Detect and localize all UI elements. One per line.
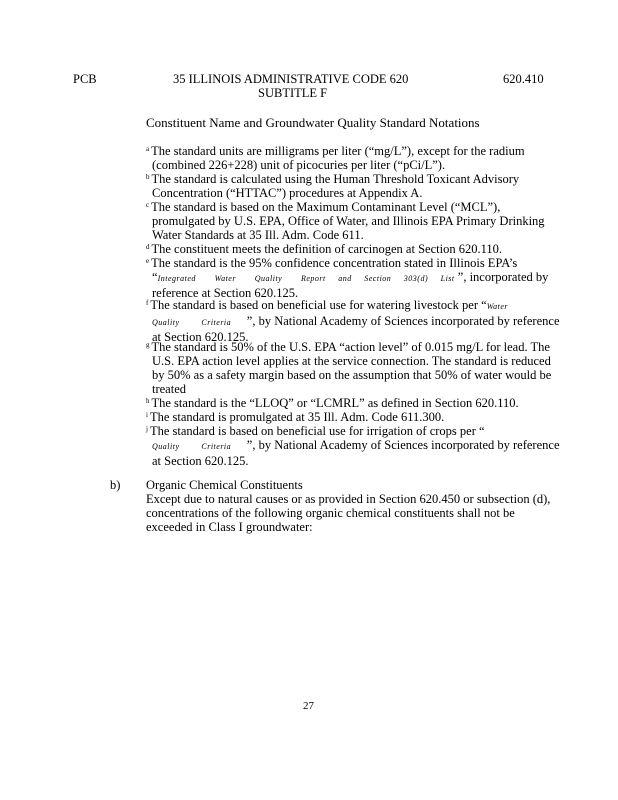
note-text: The constituent meets the definition of carcinogen at Section 620.110. [151, 242, 502, 256]
note-mark: i [146, 411, 148, 419]
section-title: Constituent Name and Groundwater Quality Standard Notations [146, 115, 480, 130]
note-c [146, 198, 586, 242]
body-text: concentrations of the following organic chemical constituents shall not be [146, 506, 515, 520]
note-mark: e [146, 257, 150, 265]
header-section-number: 620.410 [503, 72, 544, 86]
note-text: reference at Section 620.125. [152, 286, 299, 300]
note-text: at Section 620.125. [152, 454, 249, 468]
note-text: Concentration (“HTTAC”) procedures at Appendix A. [152, 186, 423, 200]
page-number: 27 [303, 700, 314, 712]
note-text: The standard units are milligrams per liter (“mg/L”), except for the radium [151, 144, 525, 158]
note-text: by 50% as a safety margin based on the assumption that 50% of water would be [152, 368, 552, 382]
ref-word: Quality [152, 442, 180, 451]
note-mark: h [146, 397, 150, 405]
ref-word: Quality [254, 274, 283, 283]
note-text: The standard is the 95% confidence concentration stated in Illinois EPA’s [151, 256, 518, 270]
note-text: , incorporated by [463, 270, 549, 284]
note-e [146, 254, 586, 300]
ref-word: Water [214, 274, 236, 283]
note-f [146, 296, 586, 344]
note-text: The standard is based on beneficial use for irrigation of crops per “ [149, 424, 485, 438]
quote-close: ” [457, 270, 464, 284]
note-mark: d [146, 243, 150, 251]
ref-word: 303(d) [403, 274, 429, 283]
note-mark: f [146, 299, 149, 307]
ref-word: Integrated [157, 274, 196, 283]
note-text: promulgated by U.S. EPA, Office of Water, and Illinois EPA Primary Drinking [152, 214, 545, 228]
note-text: U.S. EPA action level applies at the service connection. The standard is reduced [152, 354, 551, 368]
section-b-body [146, 492, 586, 534]
note-mark: c [146, 201, 150, 209]
body-text: Except due to natural causes or as provided in Section 620.450 or subsection (d), [146, 492, 551, 506]
header-code-title: 35 ILLINOIS ADMINISTRATIVE CODE 620 [173, 72, 409, 86]
ref-word: List [440, 274, 455, 283]
ref-word: Section [364, 274, 392, 283]
note-g [146, 338, 586, 396]
note-text: at Section 620.125. [152, 330, 249, 344]
note-text: treated [152, 382, 187, 396]
note-text: The standard is calculated using the Human Threshold Toxicant Advisory [151, 172, 520, 186]
note-e-reference-line [146, 270, 586, 286]
note-mark: a [146, 145, 150, 153]
note-text: (combined 226+228) unit of picocuries per liter (“pCi/L”). [152, 158, 446, 172]
note-mark: j [146, 425, 148, 433]
note-text: The standard is 50% of the U.S. EPA “action level” of 0.015 mg/L for lead. The [151, 340, 550, 354]
body-text: exceeded in Class I groundwater: [146, 520, 313, 534]
note-text: ”, by National Academy of Sciences incorporated by reference [246, 438, 560, 452]
note-text: The standard is promulgated at 35 Ill. Adm. Code 611.300. [149, 410, 445, 424]
note-a [146, 142, 586, 172]
ref-word: Report [300, 274, 326, 283]
header-agency: PCB [73, 72, 97, 86]
note-f-reference-line [146, 314, 586, 330]
note-text: Water Standards at 35 Ill. Adm. Code 611. [152, 228, 364, 242]
ref-word: Criteria [201, 442, 232, 451]
quote-open: “ [152, 270, 158, 284]
ref-word: and [338, 274, 352, 283]
note-mark: b [146, 173, 150, 181]
note-j-reference-line [146, 438, 586, 454]
note-b [146, 170, 586, 200]
section-b-title: Organic Chemical Constituents [146, 478, 303, 492]
note-text: The standard is based on the Maximum Contaminant Level (“MCL”), [151, 200, 501, 214]
ref-word: Water [486, 302, 509, 311]
note-j [146, 422, 586, 468]
note-text: The standard is based on beneficial use for watering livestock per “ [150, 298, 487, 312]
ref-word: Criteria [201, 318, 232, 327]
note-text: The standard is the “LLOQ” or “LCMRL” as defined in Section 620.110. [151, 396, 519, 410]
section-b-label: b) [110, 478, 121, 492]
note-text: ”, by National Academy of Sciences incorporated by reference [246, 314, 560, 328]
header-subtitle: SUBTITLE F [258, 86, 328, 100]
note-mark: g [146, 341, 150, 349]
ref-word: Quality [152, 318, 180, 327]
